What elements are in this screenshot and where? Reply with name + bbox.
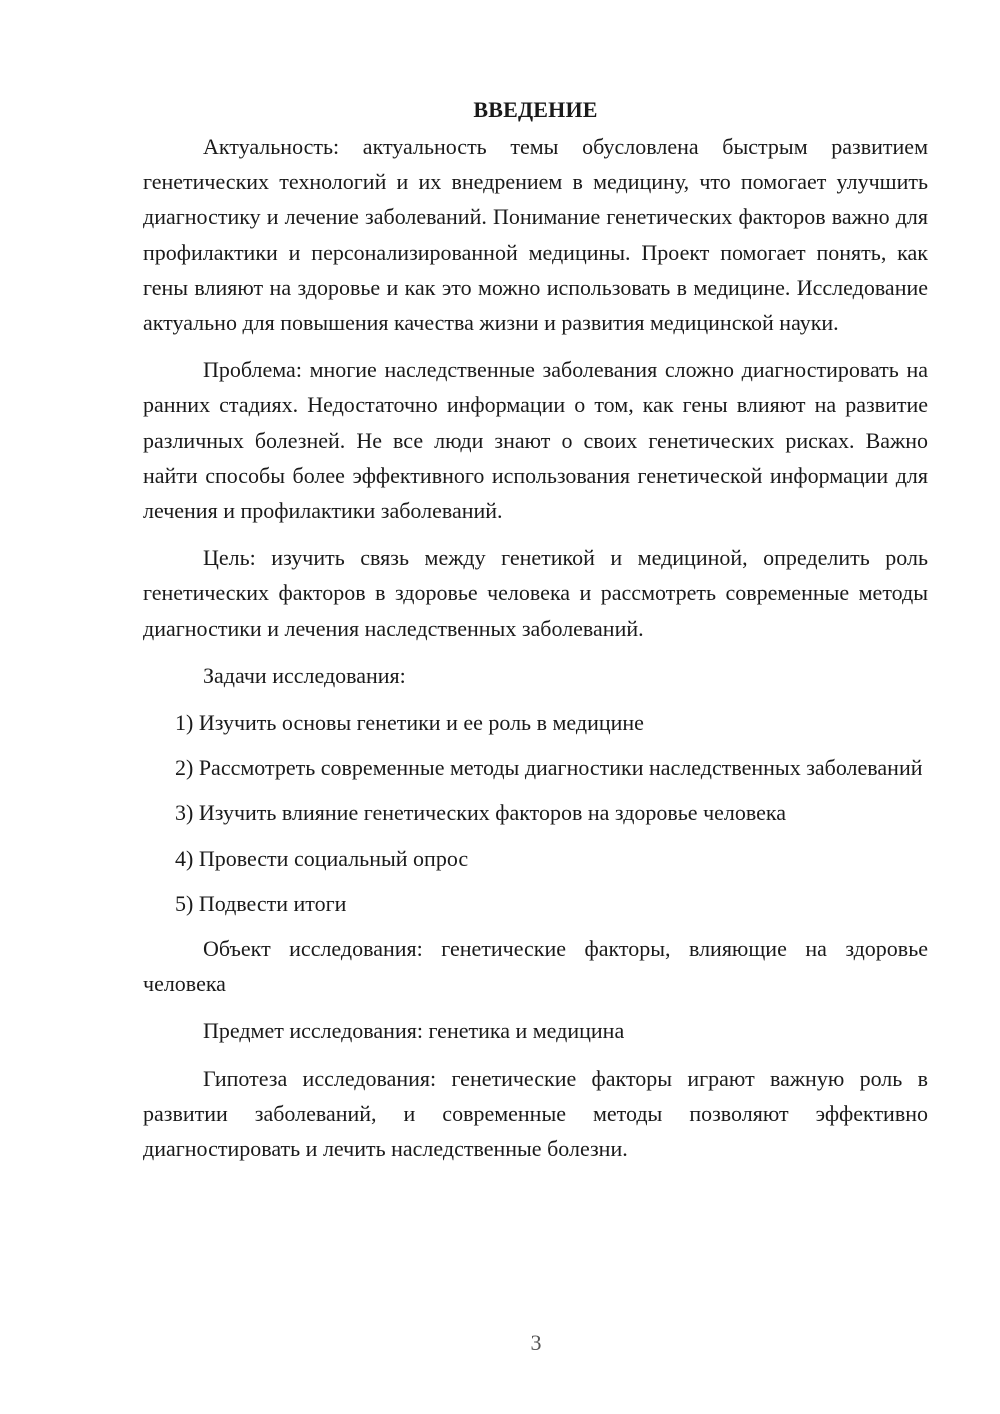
page-title: ВВЕДЕНИЕ [473,97,598,122]
task-item: 1) Изучить основы генетики и ее роль в медицине [175,710,644,736]
paragraph-subject: Предмет исследования: генетика и медицина [203,1018,625,1044]
task-item: 4) Провести социальный опрос [175,845,469,871]
paragraph-relevance: Актуальность: актуальность темы обусловлена быстрым развитием генетических технологий и их внедрением в медицину, что помогает улучшить диагностику и лечение заболеваний. Понимание генетических факторов важно для профилактики и персонализированной медицины. Проект помогает понять, как гены влияют на здоровье и как это можно использовать в медицине. Исследование актуально для повышения качества жизни и развития медицинской науки. [143,134,928,336]
paragraph-goal: Цель: изучить связь между генетикой и медициной, определить роль генетических факторов в здоровье человека и рассмотреть современные методы диагностики и лечения наследственных заболеваний. [143,545,928,641]
paragraph-hypothesis: Гипотеза исследования: генетические факторы играют важную роль в развитии заболеваний, и современные методы позволяют эффективно диагностировать и лечить наследственные болезни. [143,1065,928,1162]
paragraph-object: Объект исследования: генетические факторы, влияющие на здоровье человека [143,936,928,997]
task-list [143,705,928,921]
paragraph-tasks-heading: Задачи исследования: [203,662,406,688]
task-item: 5) Подвести итоги [175,890,347,916]
task-item: 2) Рассмотреть современные методы диагностики наследственных заболеваний [175,755,923,781]
task-item: 3) Изучить влияние генетических факторов на здоровье человека [175,800,787,826]
page-number: 3 [530,1330,542,1355]
document-page [143,92,928,1178]
paragraph-problem: Проблема: многие наследственные заболевания сложно диагностировать на ранних стадиях. Недостаточно информации о том, как гены влияют на развитие различных болезней. Не все люди знают о своих генетических рисках. Важно найти способы более эффективного использования генетической информации для лечения и профилактики заболеваний. [143,357,928,524]
